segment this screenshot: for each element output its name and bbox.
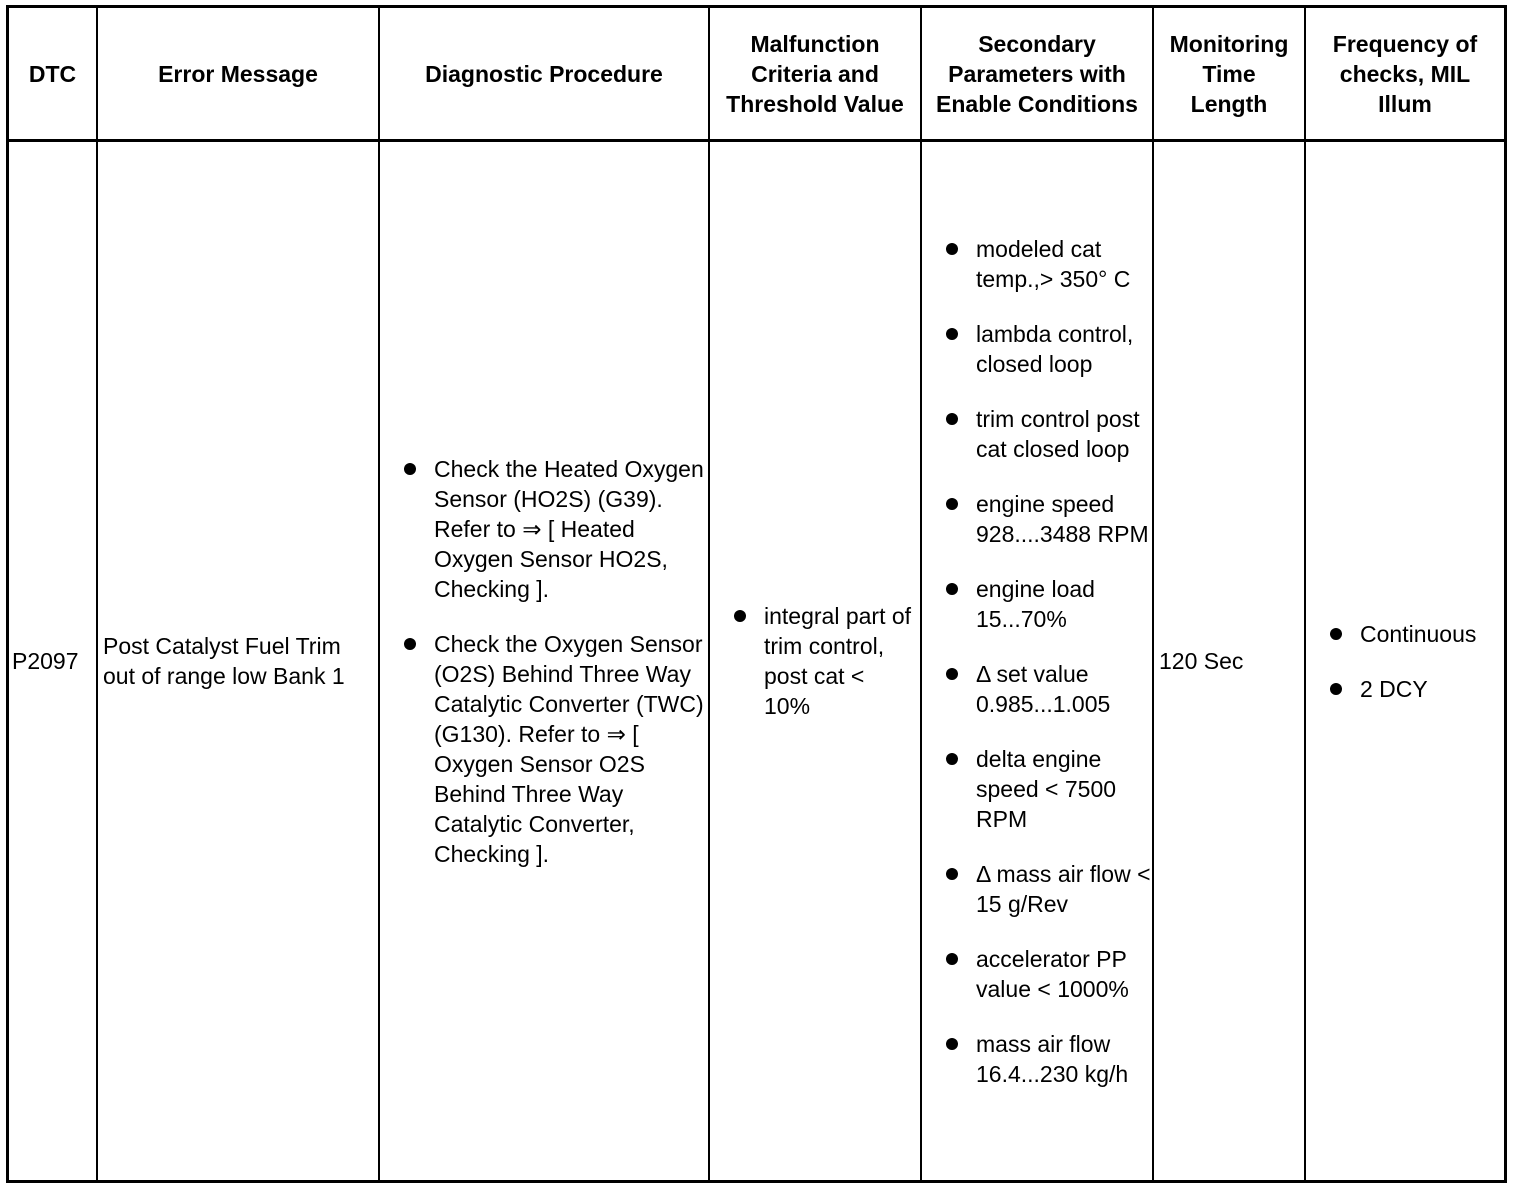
frequency-item: Continuous	[1328, 619, 1476, 649]
header-error-message: Error Message	[158, 60, 318, 87]
criteria-list	[732, 601, 914, 721]
header-frequency: Frequency of checks, MIL Illum	[1332, 30, 1478, 117]
cell-secondary-parameters	[922, 142, 1152, 1180]
secondary-item: engine speed 928....3488 RPM	[944, 489, 1152, 549]
cell-malfunction-criteria	[710, 142, 920, 1180]
dtc-table	[6, 5, 1507, 1183]
header-monitoring-time: Monitoring Time Length	[1169, 30, 1289, 117]
secondary-item: Δ mass air flow < 15 g/Rev	[944, 859, 1152, 919]
cell-diagnostic-procedure	[380, 142, 708, 1180]
header-secondary-parameters: Secondary Parameters with Enable Conditions	[936, 30, 1138, 117]
secondary-item: lambda control, closed loop	[944, 319, 1152, 379]
secondary-item: Δ set value 0.985...1.005	[944, 659, 1152, 719]
secondary-item: accelerator PP value < 1000%	[944, 944, 1152, 1004]
secondary-item: mass air flow 16.4...230 kg/h	[944, 1029, 1152, 1089]
cell-frequency	[1306, 142, 1504, 1180]
secondary-item: trim control post cat closed loop	[944, 404, 1152, 464]
frequency-item: 2 DCY	[1328, 674, 1476, 704]
secondary-item: delta engine speed < 7500 RPM	[944, 744, 1152, 834]
procedure-item: Check the Heated Oxygen Sensor (HO2S) (G39). Refer to ⇒ [ Heated Oxygen Sensor HO2S, Checking ].	[402, 454, 708, 604]
procedure-list	[402, 454, 708, 869]
header-malfunction-criteria: Malfunction Criteria and Threshold Value	[726, 30, 904, 117]
header-dtc: DTC	[28, 60, 77, 87]
criteria-item: integral part of trim control, post cat < 10%	[732, 601, 914, 721]
cell-dtc: P2097	[12, 648, 79, 674]
cell-monitoring-time: 120 Sec	[1159, 648, 1244, 674]
secondary-item: modeled cat temp.,> 350° C	[944, 234, 1152, 294]
procedure-item: Check the Oxygen Sensor (O2S) Behind Three Way Catalytic Converter (TWC) (G130). Refer to ⇒ [ Oxygen Sensor O2S Behind Three Way Catalytic Converter, Checking ].	[402, 629, 708, 869]
cell-error-message: Post Catalyst Fuel Trim out of range low Bank 1	[103, 633, 345, 689]
frequency-list	[1328, 619, 1476, 704]
secondary-item: engine load 15...70%	[944, 574, 1152, 634]
header-diagnostic-procedure: Diagnostic Procedure	[425, 60, 663, 87]
secondary-list	[944, 234, 1152, 1089]
